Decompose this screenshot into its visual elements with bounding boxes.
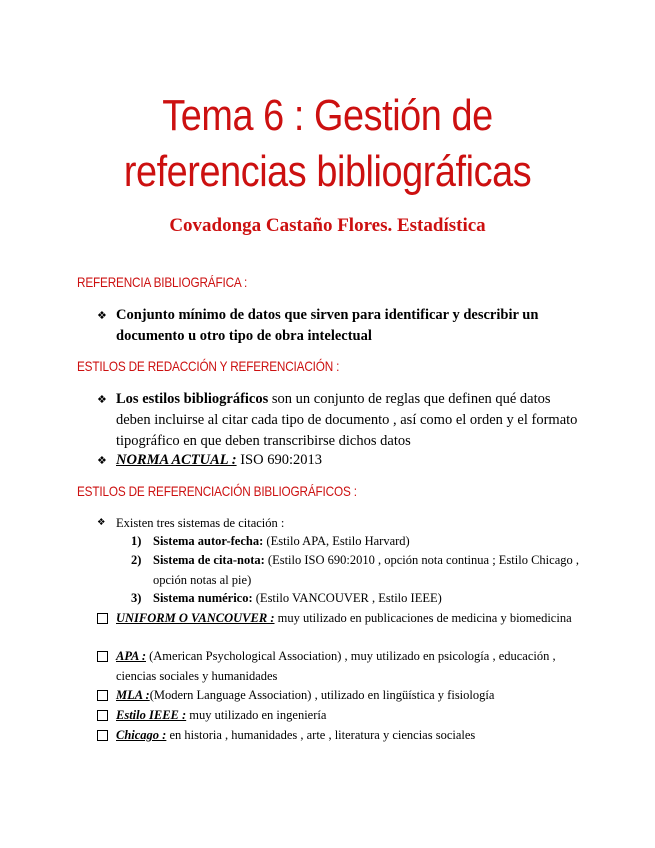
numbered-item: [131, 550, 581, 590]
item-text: ISO 690:2013: [236, 452, 322, 468]
item-bold-text: APA :: [116, 649, 146, 663]
section-heading-estilos-referenciacion: ESTILOS DE REFERENCIACIÓN BIBLIOGRÁFICOS :: [77, 483, 357, 499]
checklist-item: [97, 685, 582, 705]
checkbox-icon: [97, 730, 108, 741]
item-bold-text: Sistema numérico:: [153, 591, 253, 605]
item-bold-text: MLA :: [116, 688, 150, 702]
item-bold-text: UNIFORM O VANCOUVER :: [116, 611, 275, 625]
item-text: (Estilo ISO 690:2010 , opción nota continua ; Estilo Chicago , opción notas al pie): [153, 553, 579, 587]
checklist-item: [97, 646, 582, 686]
checklist-item: [97, 705, 582, 725]
item-text: Existen tres sistemas de citación :: [116, 516, 285, 530]
list-item: [97, 305, 582, 347]
section-heading-estilos-redaccion: ESTILOS DE REDACCIÓN Y REFERENCIACIÓN :: [77, 358, 340, 374]
item-text: (Modern Language Association) , utilizado en lingüística y fisiología: [149, 688, 495, 702]
numbered-item: [131, 588, 581, 608]
list-item: [97, 513, 577, 533]
list-item: [97, 450, 582, 471]
item-bold-text: NORMA ACTUAL :: [116, 452, 237, 468]
item-text: (Estilo VANCOUVER , Estilo IEEE): [252, 591, 442, 605]
item-bold-text: Sistema de cita-nota:: [153, 553, 265, 567]
diamond-bullet-icon: ❖: [97, 517, 106, 528]
checkbox-icon: [97, 710, 108, 721]
item-number: 2): [131, 553, 142, 567]
item-text: en historia , humanidades , arte , literatura y ciencias sociales: [166, 728, 476, 742]
diamond-bullet-icon: ❖: [97, 393, 107, 406]
author-subtitle: Covadonga Castaño Flores. Estadística: [169, 215, 486, 236]
checkbox-icon: [97, 613, 108, 624]
item-text: muy utilizado en publicaciones de medicina y biomedicina: [274, 611, 572, 625]
title-line-2: referencias bibliográficas: [123, 147, 532, 196]
item-number: 1): [131, 534, 142, 548]
item-bold-text: Sistema autor-fecha:: [153, 534, 264, 548]
title-line-1: Tema 6 : Gestión de: [162, 91, 493, 140]
diamond-bullet-icon: ❖: [97, 309, 107, 322]
checklist-item: [97, 608, 582, 628]
numbered-item: [131, 531, 581, 551]
diamond-bullet-icon: ❖: [97, 454, 107, 467]
item-number: 3): [131, 591, 142, 605]
item-bold-text: Los estilos bibliográficos: [116, 391, 269, 407]
item-bold-text: Chicago :: [116, 728, 167, 742]
list-item: [97, 389, 582, 452]
definition-text: Conjunto mínimo de datos que sirven para identificar y describir un documento u otro tipo de obra intelectual: [116, 307, 539, 344]
item-text: son un conjunto de reglas que definen qué datos deben incluirse al citar cada tipo de documento , así como el orden y el formato tipográfico en que deben transcribirse dichos datos: [116, 391, 578, 449]
item-text: muy utilizado en ingeniería: [186, 708, 327, 722]
checklist-item: [97, 725, 582, 745]
item-text: (American Psychological Association) , muy utilizado en psicología , educación , ciencias sociales y humanidades: [116, 649, 556, 683]
item-text: (Estilo APA, Estilo Harvard): [263, 534, 410, 548]
checkbox-icon: [97, 690, 108, 701]
item-bold-text: Estilo IEEE :: [116, 708, 187, 722]
section-heading-referencia: REFERENCIA BIBLIOGRÁFICA :: [77, 274, 248, 290]
page-title: [46, 88, 609, 200]
checkbox-icon: [97, 651, 108, 662]
